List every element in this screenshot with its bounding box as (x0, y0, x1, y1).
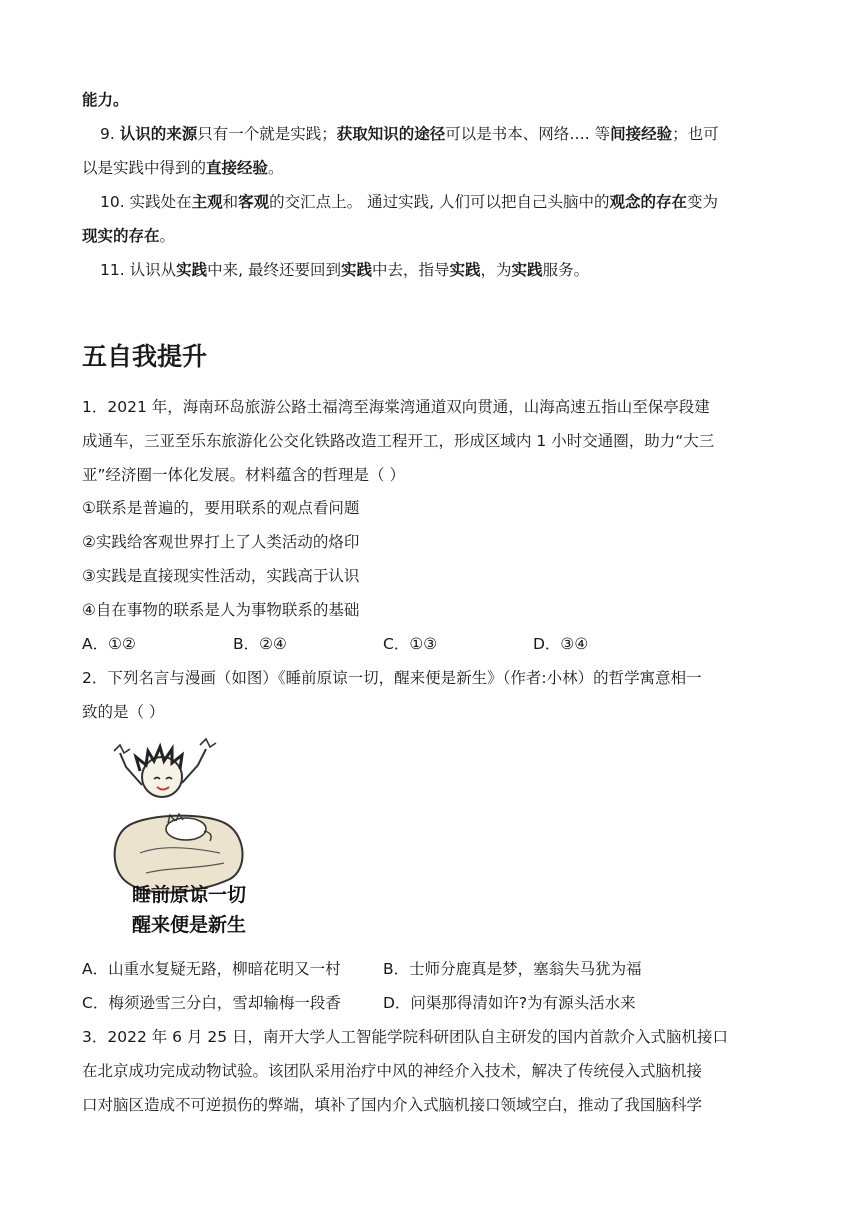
cartoon-drawing (80, 733, 286, 939)
q1-option-c: C．①③ (383, 635, 438, 653)
text-span: 实践处在 (129, 193, 192, 211)
bold-term: 直接经验 (206, 159, 269, 177)
point-10-line-1 (100, 191, 800, 213)
bold-term: 获取知识的途径 (336, 125, 446, 143)
text-span: 认识从 (129, 261, 177, 279)
text-span: 只有一个就是实践； (197, 125, 337, 143)
bold-term: 间接经验 (610, 125, 673, 143)
point-9-line-1 (100, 123, 800, 145)
q1-statement: ①联系是普遍的，要用联系的观点看问题 (82, 499, 360, 517)
bold-term: 主观 (191, 193, 223, 211)
point-number: 10. (100, 193, 125, 211)
bold-term: 客观 (238, 193, 270, 211)
q3-stem-line: 口对脑区造成不可逆损伤的弊端，填补了国内介入式脑机接口领域空白，推动了我国脑科学 (82, 1096, 703, 1114)
point-11-line (100, 259, 800, 281)
q1-stem-line: 亚”经济圈一体化发展。材料蕴含的哲理是（ ） (82, 466, 405, 484)
cartoon-caption-line-1: 睡前原谅一切 (132, 884, 247, 906)
q1-stem-line: 成通车，三亚至乐东旅游化公交化铁路改造工程开工，形成区域内 1 小时交通圈，助力“大三 (82, 432, 715, 450)
bold-term: 认识的来源 (119, 125, 198, 143)
bold-term: 观念的存在 (609, 193, 687, 211)
q2-stem-line: 致的是（ ） (82, 703, 165, 721)
text-span: 。 (268, 159, 284, 177)
text-span: 。 (159, 227, 176, 245)
q2-stem-line: 2．下列名言与漫画（如图）《睡前原谅一切，醒来便是新生》（作者:小林）的哲学寓意相一 (82, 669, 702, 687)
bold-term: 实践 (340, 261, 372, 279)
continuation-text: 能力。 (82, 91, 129, 109)
text-span: 中来, 最终还要回到 (207, 261, 341, 279)
q1-stem-line: 1．2021 年，海南环岛旅游公路土福湾至海棠湾通道双向贯通，山海高速五指山至保亭段建 (82, 398, 710, 416)
section-title: 五自我提升 (82, 342, 208, 371)
point-10-line-2 (82, 225, 782, 247)
text-span: 的交汇点上。 通过实践, 人们可以把自己头脑中的 (269, 193, 610, 211)
q1-option-a: A．①② (82, 635, 136, 653)
q2-option-d: D．问渠那得清如许?为有源头活水来 (383, 994, 636, 1012)
bold-term: 实践 (176, 261, 208, 279)
cartoon-image (80, 733, 286, 939)
point-9-line-2 (82, 157, 782, 179)
q1-statement: ③实践是直接现实性活动，实践高于认识 (82, 567, 360, 585)
q2-option-c: C．梅须逊雪三分白，雪却输梅一段香 (82, 994, 341, 1012)
q1-option-b: B．②④ (233, 635, 287, 653)
q3-stem-line: 在北京成功完成动物试验。该团队采用治疗中风的神经介入技术，解决了传统侵入式脑机接 (82, 1062, 703, 1080)
text-span: ，为 (480, 261, 512, 279)
point-number: 9. (100, 125, 115, 143)
q3-stem-line: 3．2022 年 6 月 25 日，南开大学人工智能学院科研团队自主研发的国内首款介入式脑机接口 (82, 1028, 729, 1046)
bold-term: 现实的存在 (82, 227, 160, 245)
q2-option-a: A．山重水复疑无路，柳暗花明又一村 (82, 960, 341, 978)
text-span: 变为 (686, 193, 718, 211)
cartoon-caption-line-2: 醒来便是新生 (132, 914, 247, 936)
q2-option-b: B．士师分鹿真是梦，塞翁失马犹为福 (383, 960, 642, 978)
text-span: ；也可 (672, 125, 719, 143)
text-span: 可以是书本、网络…. 等 (445, 125, 611, 143)
q1-statement: ④自在事物的联系是人为事物联系的基础 (82, 601, 360, 619)
bold-term: 实践 (449, 261, 481, 279)
q1-option-d: D．③④ (533, 635, 589, 653)
text-span: 服务。 (542, 261, 590, 279)
q1-statement: ②实践给客观世界打上了人类活动的烙印 (82, 533, 360, 551)
bold-term: 实践 (511, 261, 543, 279)
point-number: 11. (100, 261, 125, 279)
text-span: 以是实践中得到的 (82, 159, 207, 177)
text-span: 中去，指导 (372, 261, 450, 279)
text-span: 和 (222, 193, 239, 211)
